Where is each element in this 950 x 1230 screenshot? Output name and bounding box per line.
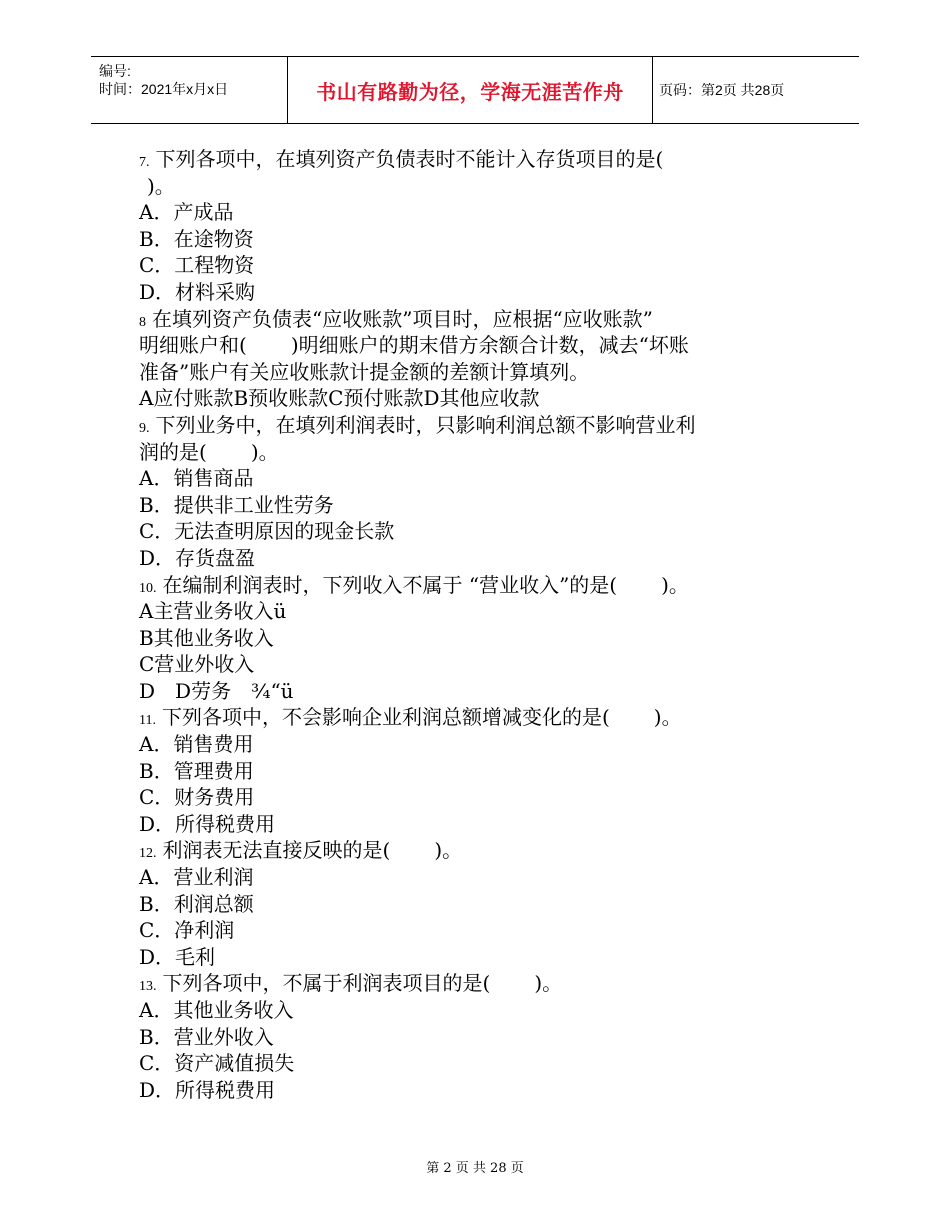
question-text: 准备”账户有关应收账款计提金额的差额计算填列。: [139, 359, 590, 384]
option: B．提供非工业性劳务: [139, 492, 334, 517]
question-text: 下列各项中，不会影响企业利润总额增减变化的是(: [161, 705, 610, 730]
question-9-stem-cont: [139, 439, 819, 466]
question-10-stem: [139, 572, 819, 599]
question-text: )。: [434, 838, 463, 863]
question-text: )。: [653, 705, 682, 730]
option: C．无法查明原因的现金长款: [139, 519, 395, 544]
question-text: )。: [534, 971, 563, 996]
option: D．毛利: [139, 944, 216, 969]
option: A．产成品: [139, 200, 234, 225]
page-footer: 第 2 页 共 28 页: [426, 1161, 524, 1176]
options-line: A应付账款B预收账款C预付账款D其他应收款: [139, 386, 540, 411]
option: C．财务费用: [139, 785, 255, 810]
question-text: )。: [661, 572, 689, 597]
question-7-stem: [139, 146, 819, 173]
page-header: [91, 56, 859, 124]
option: B．管理费用: [139, 758, 254, 783]
question-number: 8: [139, 314, 146, 330]
question-text: 下列各项中，在填列资产负债表时不能计入存货项目的是(: [155, 147, 664, 171]
option: B．在途物资: [139, 226, 254, 251]
option: D．所得税费用: [139, 1077, 276, 1102]
header-motto: 书山有路勤为径，学海无涯苦作舟: [316, 79, 624, 104]
question-text: 在编制利润表时，下列收入不属于 “营业收入”的是(: [162, 572, 618, 597]
question-12-stem: [139, 837, 819, 864]
option: D．存货盘盈: [139, 545, 256, 570]
option: B其他业务收入: [139, 625, 274, 650]
option: A主营业务收入ü: [139, 599, 287, 624]
serial-label: 编号:: [99, 63, 131, 79]
question-text: 润的是(: [139, 439, 207, 464]
question-text: 下列各项中，不属于利润表项目的是(: [162, 971, 491, 996]
question-number: 11.: [139, 713, 156, 729]
question-8-stem-cont: [139, 332, 819, 359]
question-text: 在填列资产负债表“应收账款”项目时，应根据“应收账款”: [152, 306, 653, 331]
question-number: 10.: [139, 580, 157, 596]
option: D．所得税费用: [139, 811, 276, 836]
question-text: )。: [147, 173, 175, 198]
question-text: 利润表无法直接反映的是(: [162, 838, 391, 863]
question-text: )明细账户的期末借方余额合计数，减去“坏账: [290, 333, 689, 358]
header-meta: [91, 57, 287, 123]
question-text: 明细账户和(: [139, 333, 247, 358]
option: C营业外收入: [139, 652, 255, 677]
option: D D劳务 ¾“ü: [139, 678, 294, 703]
question-13-stem: [139, 970, 819, 997]
option: A．销售费用: [139, 732, 254, 757]
header-page-info: 页码：第2页 共28页: [659, 82, 785, 98]
option: B．利润总额: [139, 891, 254, 916]
document-body: [139, 146, 819, 1103]
question-number: 13.: [139, 979, 157, 995]
option: A．其他业务收入: [139, 998, 294, 1022]
question-9-stem: [139, 412, 819, 439]
header-page-cell: [651, 57, 859, 123]
option: A．营业利润: [139, 865, 254, 890]
option: D．材料采购: [139, 279, 256, 304]
time-label: 时间：2021年x月x日: [99, 81, 229, 97]
option: C．资产减值损失: [139, 1051, 295, 1076]
question-7-stem-cont: [139, 173, 819, 200]
option: C．净利润: [139, 918, 235, 943]
question-11-stem: [139, 704, 819, 731]
question-text: 下列业务中，在填列利润表时，只影响利润总额不影响营业利: [155, 412, 696, 437]
option: A．销售商品: [139, 466, 254, 491]
option: B．营业外收入: [139, 1024, 274, 1049]
question-8-stem: [139, 306, 819, 333]
question-text: )。: [250, 439, 279, 464]
question-number: 9.: [139, 420, 150, 436]
option: C．工程物资: [139, 253, 255, 278]
question-number: 7.: [139, 155, 150, 170]
question-number: 12.: [139, 846, 157, 862]
header-motto-cell: [287, 57, 653, 123]
